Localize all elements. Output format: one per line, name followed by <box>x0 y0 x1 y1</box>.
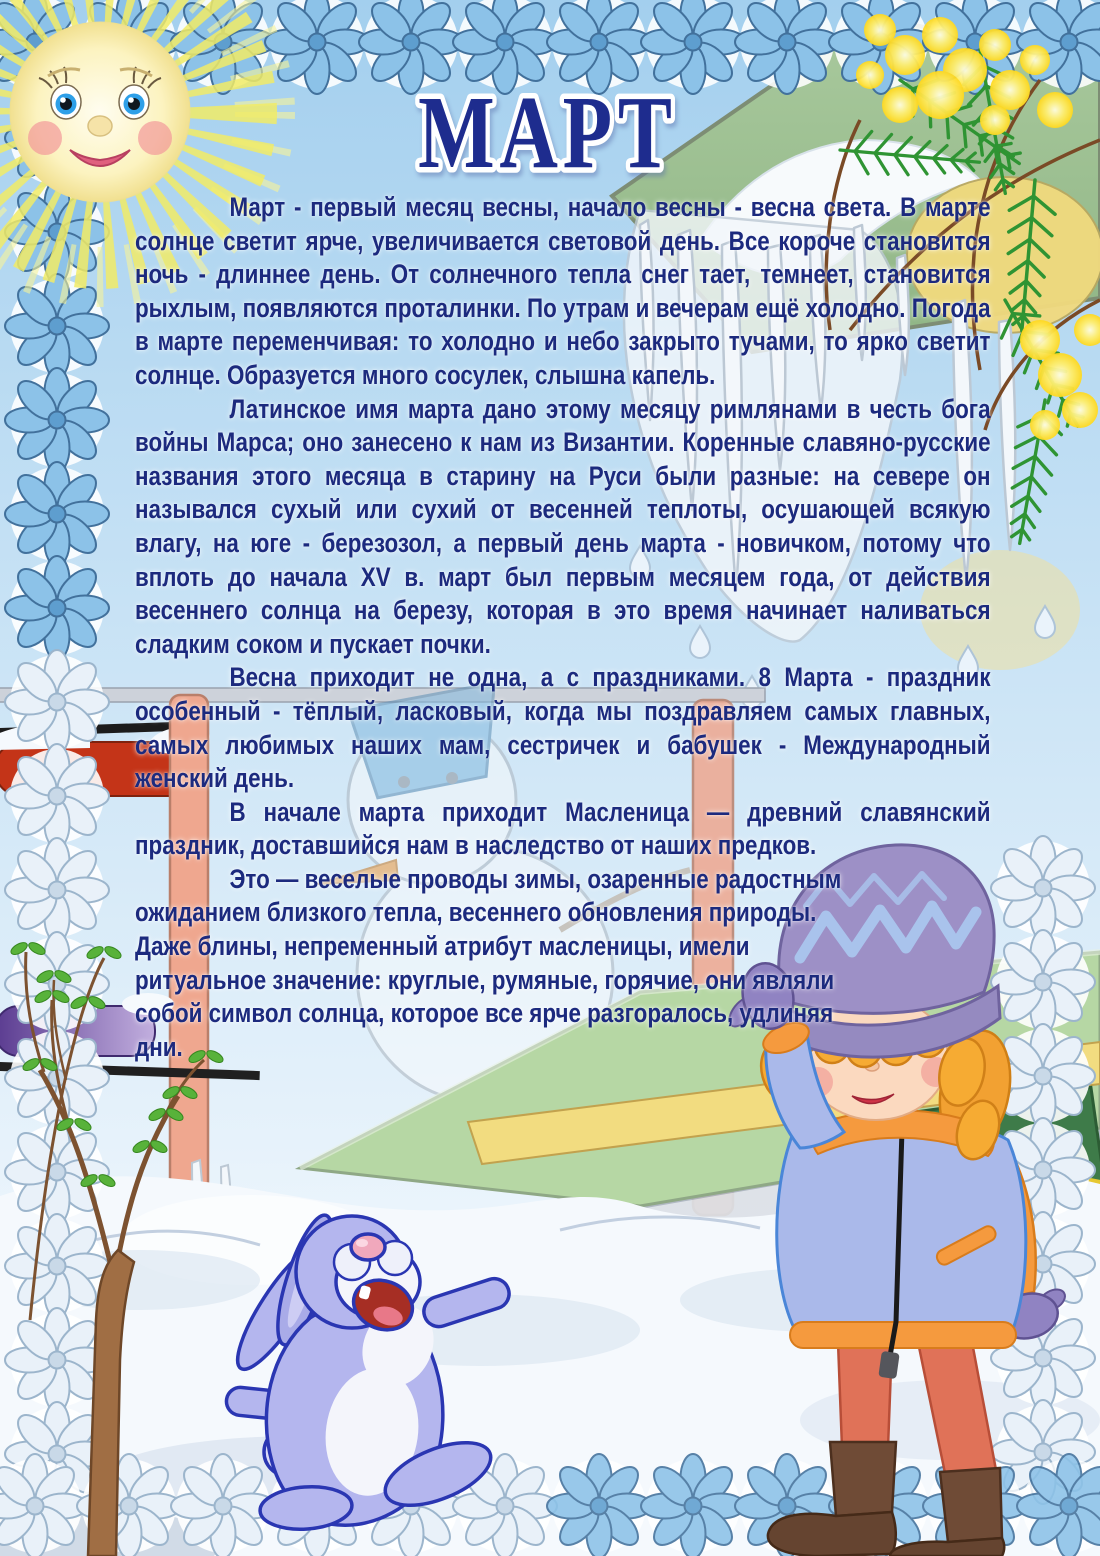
paragraph-march8: Весна приходит не одна, а с праздниками. 8 Марта - праздник особенный - тёплый, ласковый, когда мы поздравляем самых главных, самых любимых наших мам, сестричек и бабушек - Международный женский день. <box>135 662 991 794</box>
paragraph-maslenitsa: В начале марта приходит Масленица — древний славянский праздник, доставшийся нам в наследство от наших предков. <box>135 796 991 861</box>
paragraph-latin-name: Латинское имя марта дано этому месяцу римлянами в честь бога войны Марса; оно занесено к нам из Византии. Коренные славяно-русские названия этого месяца в старину на Руси были разные: на севере он назывался сухый или сухий от весенней теплоты, осушающей всякую влагу, на юге - березозол, а первый день марта - новичком, потому что вплоть до начала XV в. март был первым месяцем года, от действия весеннего солнца на березу, которая в это время начинает наливаться сладким соком и пускает почки. <box>135 393 991 659</box>
paragraph-farewell-winter: Это — веселые проводы зимы, озаренные радостным ожиданием близкого тепла, весеннего обновления природы. Даже блины, непременный атрибут масленицы, имели ритуальное значение: круглые, румяные, горячие, они являли собой символ солнца, которое все ярче разгоралось, удлиняя дни. <box>135 863 842 1062</box>
lace-border-left <box>5 86 109 1506</box>
title-block <box>368 70 728 210</box>
paragraph-intro: Март - первый месяц весны, начало весны - весна света. В марте солнце светит ярче, увеличивается световой день. Все короче становится ночь - длиннее день. От солнечного тепла снег тает, темнеет, становится рыхлым, появляются проталинки. По утрам и вечерам ещё холодно. Погода в марте переменчивая: то холодно и небо закрыто тучами, то ярко светит солнце. Образуется много сосулек, слышна капель. <box>135 192 991 390</box>
page-title: МАРТ <box>418 75 677 191</box>
article-text <box>135 191 991 1064</box>
